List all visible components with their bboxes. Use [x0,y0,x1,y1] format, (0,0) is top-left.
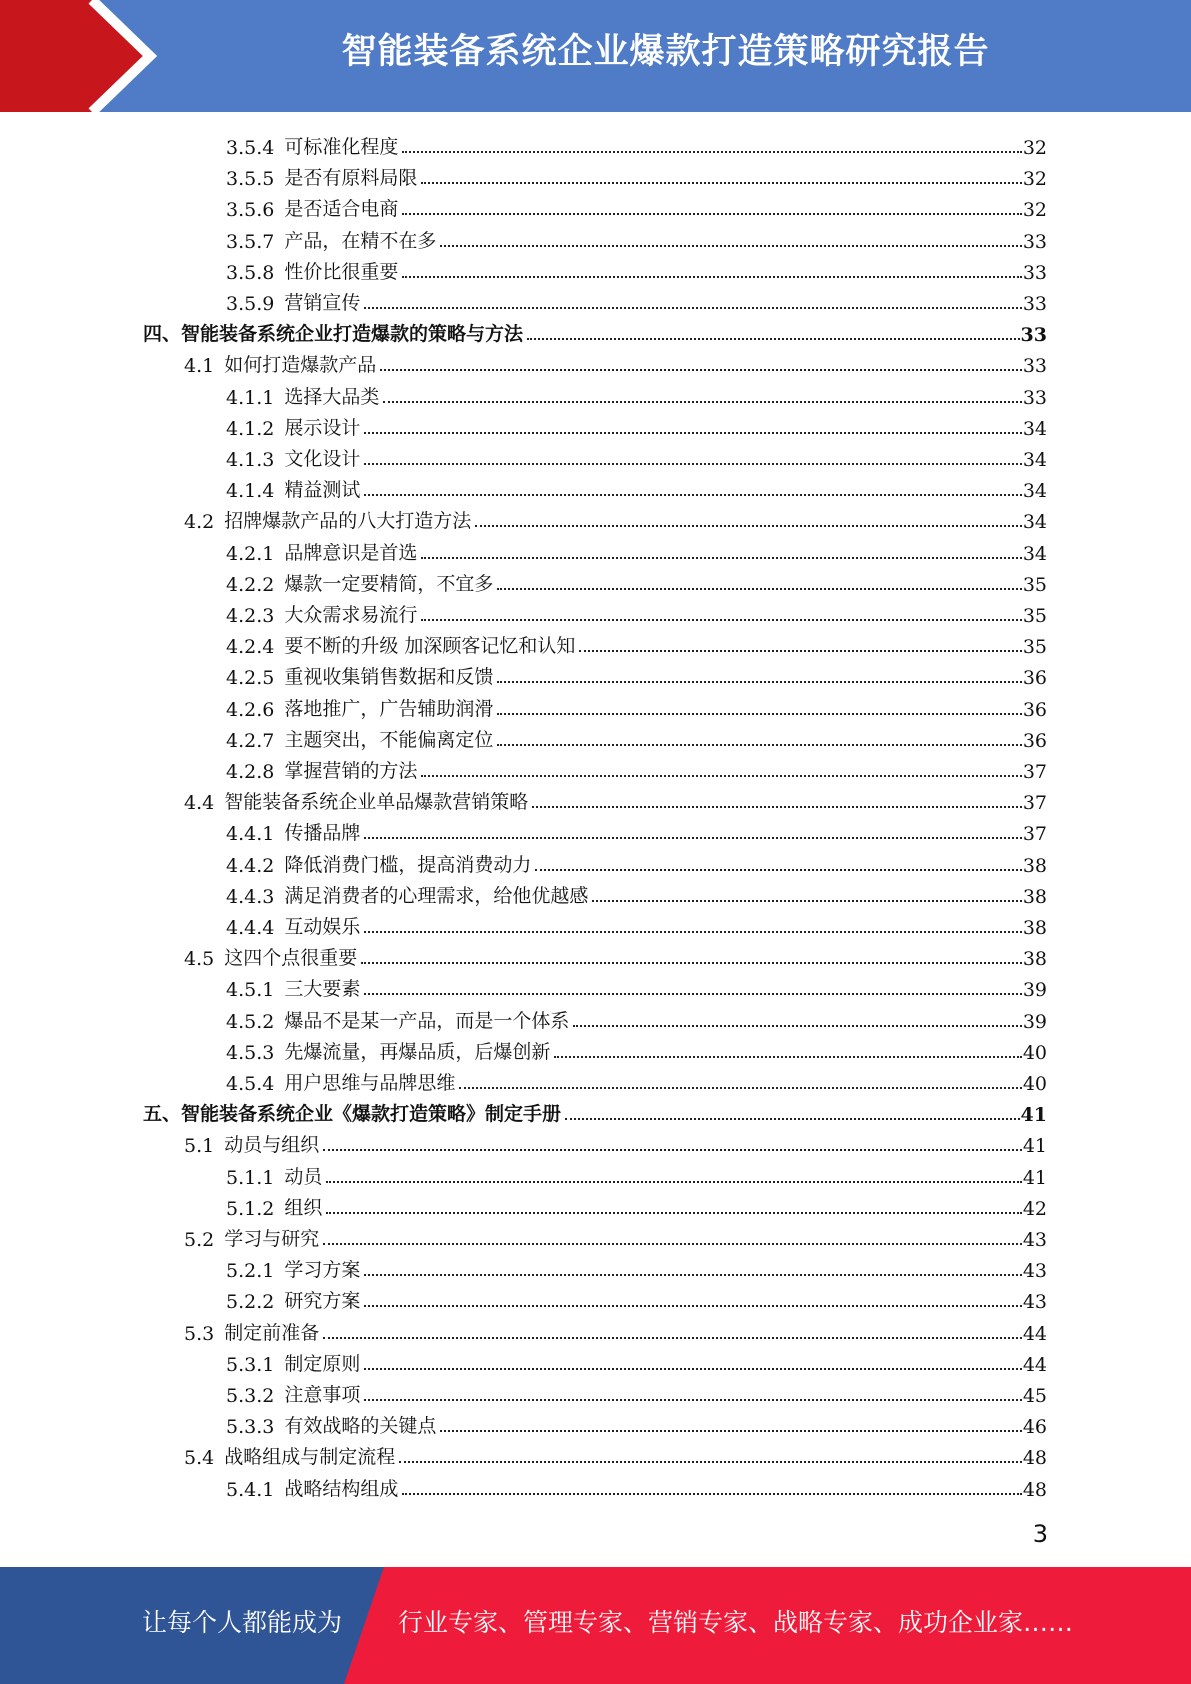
toc-entry[interactable] [226,471,1047,502]
toc-entry[interactable] [226,253,1047,284]
toc-dot-leader [497,744,1021,746]
toc-dot-leader [402,276,1021,278]
footer-slogan-right: 行业专家、管理专家、营销专家、战略专家、成功企业家…… [398,1608,1074,1637]
toc-entry[interactable] [226,877,1047,908]
toc-entry-number: 五、 [143,1103,182,1126]
toc-dot-leader [361,962,1022,964]
page-footer [0,1567,1191,1684]
toc-dot-leader [421,557,1021,559]
toc-entry-number: 5.1.1 [226,1166,275,1189]
toc-entry-title: 学习方案 [284,1259,361,1282]
toc-entry-number: 5.1 [184,1135,215,1158]
toc-entry-page: 42 [1022,1197,1047,1220]
toc-entry-number: 4.2.6 [226,698,275,721]
toc-dot-leader [402,151,1021,153]
toc-entry-page: 33 [1022,355,1047,378]
toc-dot-leader [532,806,1022,808]
toc-entry-number: 5.3 [184,1322,215,1345]
toc-entry-title: 产品，在精不在多 [284,229,437,252]
toc-entry[interactable] [226,1282,1047,1313]
toc-dot-leader [421,182,1021,184]
toc-entry[interactable] [226,190,1047,221]
toc-entry[interactable] [226,596,1047,627]
toc-entry-page: 33 [1022,261,1047,284]
toc-entry-title: 要不断的升级 加深顾客记忆和认知 [284,635,576,658]
toc-entry[interactable] [226,1033,1047,1064]
toc-entry-title: 选择大品类 [284,385,380,408]
toc-dot-leader [323,1243,1022,1245]
toc-entry-number: 4.5.1 [226,979,275,1002]
toc-entry[interactable] [184,1220,1047,1251]
toc-dot-leader [565,1118,1020,1120]
toc-entry-title: 品牌意识是首选 [284,541,418,564]
toc-entry-number: 4.1.1 [226,386,275,409]
toc-entry-number: 4.4.4 [226,917,275,939]
toc-entry-page: 32 [1022,168,1047,191]
toc-entry[interactable] [184,939,1047,970]
toc-entry[interactable] [226,752,1047,783]
toc-dot-leader [497,588,1021,590]
toc-entry-title: 智能装备系统企业《爆款打造策略》制定手册 [181,1103,562,1126]
toc-dot-leader [323,1337,1022,1339]
toc-entry-title: 招牌爆款产品的八大打造方法 [224,510,472,533]
toc-entry-page: 34 [1022,480,1047,503]
toc-entry[interactable] [226,690,1047,721]
toc-entry-title: 爆款一定要精简，不宜多 [284,572,494,595]
toc-entry-page: 41 [1022,1166,1047,1189]
toc-entry-page: 33 [1022,386,1047,409]
toc-dot-leader [364,494,1021,496]
toc-entry-page: 43 [1022,1260,1047,1283]
toc-entry[interactable] [226,284,1047,315]
toc-entry-number: 4.2.3 [226,605,275,627]
toc-entry[interactable] [226,1189,1047,1220]
toc-dot-leader [497,681,1021,683]
toc-dot-leader [364,993,1021,995]
toc-entry-title: 制定原则 [284,1352,361,1375]
toc-dot-leader [364,1274,1021,1276]
toc-entry[interactable] [226,1407,1047,1438]
toc-entry-page: 38 [1022,917,1047,939]
toc-entry-page: 32 [1022,137,1047,159]
toc-entry-title: 动员与组织 [224,1134,320,1157]
toc-entry-page: 38 [1022,948,1047,971]
toc-entry[interactable] [226,565,1047,596]
toc-entry-title: 大众需求易流行 [284,604,418,626]
toc-entry[interactable] [226,1376,1047,1407]
toc-entry-page: 46 [1022,1416,1047,1439]
toc-entry-page: 37 [1022,761,1047,783]
toc-entry[interactable] [184,783,1047,814]
toc-entry-page: 35 [1022,605,1047,627]
toc-entry-number: 4.4.3 [226,885,275,908]
toc-entry-page: 33 [1022,230,1047,253]
toc-entry-number: 5.3.1 [226,1353,275,1376]
page-number: 3 [1032,1520,1048,1548]
toc-entry-number: 3.5.8 [226,261,275,284]
toc-entry-page: 33 [1022,293,1047,315]
toc-entry[interactable] [184,1126,1047,1157]
toc-entry-number: 4.1.2 [226,417,275,440]
toc-entry-title: 展示设计 [284,416,361,439]
toc-entry-number: 4.1.3 [226,449,275,471]
toc-entry-number: 4.2.4 [226,636,275,659]
toc-entry-page: 39 [1022,979,1047,1002]
toc-entry[interactable] [226,908,1047,939]
toc-entry-title: 这四个点很重要 [224,947,358,970]
toc-entry[interactable] [226,658,1047,689]
toc-entry-title: 重视收集销售数据和反馈 [284,666,494,689]
toc-dot-leader [364,1368,1021,1370]
toc-dot-leader [364,307,1021,309]
toc-entry-page: 37 [1022,792,1047,815]
toc-entry-page: 43 [1022,1291,1047,1314]
toc-entry[interactable] [226,222,1047,253]
toc-dot-leader [383,401,1021,403]
toc-entry-title: 注意事项 [284,1384,361,1406]
toc-entry-number: 5.4.1 [226,1478,275,1501]
document-title: 智能装备系统企业爆款打造策略研究报告 [341,32,990,72]
toc-entry-number: 4.5.3 [226,1041,275,1064]
toc-entry[interactable] [226,627,1047,658]
toc-entry-title: 用户思维与品牌思维 [284,1072,456,1094]
toc-entry-title: 动员 [284,1165,323,1188]
toc-entry-page: 44 [1022,1322,1047,1345]
toc-entry-number: 4.5 [184,948,215,971]
toc-entry-number: 4.2 [184,511,215,534]
toc-dot-leader [364,1305,1021,1307]
toc-entry-page: 34 [1022,417,1047,440]
toc-entry[interactable] [226,1002,1047,1033]
toc-entry-number: 4.2.7 [226,729,275,752]
toc-entry-page: 36 [1022,698,1047,721]
toc-entry-number: 4.1.4 [226,480,275,503]
toc-entry-number: 4.5.2 [226,1010,275,1033]
toc-entry-number: 4.4 [184,792,215,815]
toc-entry-number: 3.5.5 [226,168,275,191]
toc-entry-title: 降低消费门槛，提高消费动力 [284,853,532,876]
toc-entry-page: 36 [1022,729,1047,752]
toc-entry[interactable] [184,502,1047,533]
toc-entry-page: 34 [1022,542,1047,565]
toc-entry-number: 4.2.1 [226,542,275,565]
toc-dot-leader [399,1461,1022,1463]
toc-entry[interactable] [184,1314,1047,1345]
toc-entry[interactable] [226,128,1047,159]
toc-entry-title: 制定前准备 [224,1321,320,1344]
toc-entry-number: 4.2.5 [226,667,275,690]
toc-entry-title: 落地推广，广告辅助润滑 [284,697,494,720]
toc-entry-page: 45 [1022,1385,1047,1407]
toc-dot-leader [554,1056,1021,1058]
toc-dot-leader [326,1212,1021,1214]
toc-entry[interactable] [143,315,1047,346]
toc-dot-leader [527,338,1020,340]
toc-entry-title: 可标准化程度 [284,136,399,158]
toc-entry[interactable] [226,1064,1047,1095]
toc-entry-title: 精益测试 [284,479,361,502]
toc-entry[interactable] [226,378,1047,409]
toc-entry-title: 营销宣传 [284,292,361,314]
toc-entry-page: 37 [1022,823,1047,846]
toc-entry-page: 39 [1022,1010,1047,1033]
toc-dot-leader [323,1149,1022,1151]
toc-entry-title: 是否适合电商 [284,198,399,221]
toc-dot-leader [440,1430,1021,1432]
toc-entry-title: 爆品不是某一产品，而是一个体系 [284,1009,570,1032]
toc-dot-leader [402,1493,1021,1495]
toc-entry-title: 智能装备系统企业单品爆款营销策略 [224,791,529,814]
toc-entry-number: 4.2.8 [226,761,275,783]
toc-entry-page: 33 [1020,324,1047,347]
toc-dot-leader [364,432,1021,434]
toc-entry[interactable] [226,159,1047,190]
toc-entry-number: 4.1 [184,355,215,378]
toc-entry-page: 36 [1022,667,1047,690]
toc-dot-leader [421,619,1021,621]
toc-entry[interactable] [184,346,1047,377]
toc-entry[interactable] [226,721,1047,752]
footer-slogan-left: 让每个人都能成为 [142,1608,343,1637]
toc-entry[interactable] [226,1470,1047,1501]
toc-entry-title: 研究方案 [284,1290,361,1313]
toc-dot-leader [364,837,1021,839]
toc-entry-page: 34 [1022,449,1047,471]
toc-entry-number: 3.5.4 [226,137,275,159]
toc-entry-title: 主题突出，不能偏离定位 [284,728,494,751]
toc-dot-leader [421,775,1021,777]
toc-dot-leader [402,213,1021,215]
toc-entry[interactable] [143,1095,1047,1126]
toc-entry-title: 组织 [284,1196,323,1219]
toc-entry-title: 先爆流量，再爆品质，后爆创新 [284,1040,551,1063]
toc-entry-title: 有效战略的关键点 [284,1415,437,1438]
toc-dot-leader [364,931,1021,933]
toc-entry-page: 48 [1022,1447,1047,1470]
toc-entry-number: 5.3.2 [226,1385,275,1407]
toc-entry-page: 35 [1022,636,1047,659]
toc-entry-page: 48 [1022,1478,1047,1501]
toc-entry-page: 40 [1022,1073,1047,1095]
toc-entry-number: 3.5.9 [226,293,275,315]
toc-dot-leader [380,369,1022,371]
toc-entry-number: 4.5.4 [226,1073,275,1095]
toc-entry-page: 44 [1022,1353,1047,1376]
toc-dot-leader [364,463,1021,465]
toc-entry-page: 43 [1022,1229,1047,1251]
toc-dot-leader [573,1025,1021,1027]
toc-entry-number: 4.4.1 [226,823,275,846]
toc-entry[interactable] [226,814,1047,845]
toc-entry-title: 战略结构组成 [284,1477,399,1500]
toc-entry-number: 3.5.7 [226,230,275,253]
toc-entry-title: 三大要素 [284,978,361,1001]
toc-entry-title: 如何打造爆款产品 [224,354,377,377]
toc-entry[interactable] [226,1251,1047,1282]
toc-entry-number: 5.4 [184,1447,215,1470]
toc-entry[interactable] [226,409,1047,440]
page-header [0,0,1191,112]
toc-entry[interactable] [226,534,1047,565]
toc-entry-title: 传播品牌 [284,822,361,845]
toc-entry-number: 四、 [143,323,182,346]
toc-entry-page: 38 [1022,854,1047,877]
toc-entry-page: 41 [1022,1135,1047,1158]
toc-entry[interactable] [226,1345,1047,1376]
toc-entry-page: 34 [1022,511,1047,534]
toc-dot-leader [440,245,1021,247]
toc-entry-title: 战略组成与制定流程 [224,1446,396,1469]
toc-entry-page: 38 [1022,885,1047,908]
toc-entry[interactable] [226,440,1047,471]
toc-dot-leader [579,650,1021,652]
toc-dot-leader [497,713,1021,715]
toc-dot-leader [592,900,1021,902]
toc-entry-page: 35 [1022,573,1047,596]
toc-entry-title: 智能装备系统企业打造爆款的策略与方法 [181,323,524,346]
toc-entry-page: 41 [1020,1104,1047,1127]
toc-dot-leader [475,525,1022,527]
toc-entry-number: 4.2.2 [226,573,275,596]
toc-entry-title: 掌握营销的方法 [284,760,418,782]
toc-entry-title: 满足消费者的心理需求，给他优越感 [284,884,589,907]
toc-entry-title: 学习与研究 [224,1228,320,1250]
toc-entry-number: 5.2.1 [226,1260,275,1283]
toc-entry-number: 5.2.2 [226,1291,275,1314]
toc-entry-number: 4.4.2 [226,854,275,877]
toc-entry-number: 5.2 [184,1229,215,1251]
toc-entry-number: 3.5.6 [226,199,275,222]
toc-entry-page: 40 [1022,1041,1047,1064]
toc-entry-title: 性价比很重要 [284,260,399,283]
toc-entry-number: 5.3.3 [226,1416,275,1439]
toc-entry-number: 5.1.2 [226,1197,275,1220]
toc-entry[interactable] [226,846,1047,877]
toc-dot-leader [535,869,1021,871]
toc-entry-page: 32 [1022,199,1047,222]
header-red-arrow-decoration [0,0,160,112]
toc-dot-leader [459,1087,1021,1089]
toc-entry[interactable] [184,1438,1047,1469]
toc-entry-title: 互动娱乐 [284,916,361,938]
toc-dot-leader [326,1181,1021,1183]
toc-dot-leader [364,1399,1021,1401]
toc-entry-title: 文化设计 [284,448,361,470]
toc-entry-title: 是否有原料局限 [284,167,418,190]
toc-entry[interactable] [226,970,1047,1001]
toc-entry[interactable] [226,1158,1047,1189]
